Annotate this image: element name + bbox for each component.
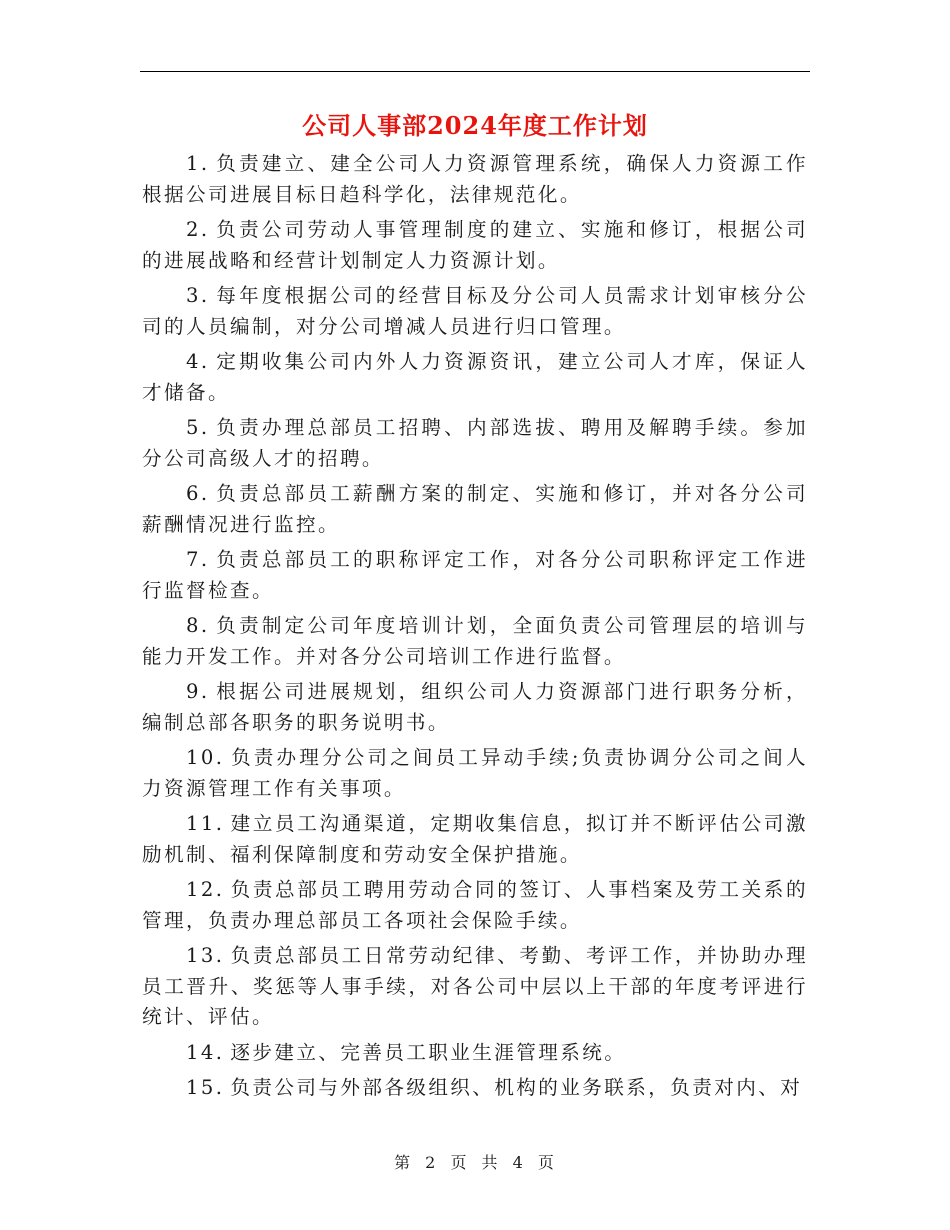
plan-item-text: 负责公司劳动人事管理制度的建立、实施和修订，根据公司的进展战略和经营计划制定人力资源计划。: [142, 218, 808, 272]
plan-item-number: 15.: [186, 1076, 225, 1099]
plan-item-number: 10.: [186, 746, 225, 769]
plan-item: [142, 809, 808, 870]
plan-item: [142, 149, 808, 210]
plan-item-number: 6.: [186, 482, 210, 505]
plan-item-text: 根据公司进展规划，组织公司人力资源部门进行职务分析，编制总部各职务的职务说明书。: [142, 680, 808, 734]
plan-item: [142, 1038, 808, 1069]
plan-item-text: 负责总部员工聘用劳动合同的签订、人事档案及劳工关系的管理，负责办理总部员工各项社会保险手续。: [142, 878, 808, 932]
plan-item-text: 建立员工沟通渠道，定期收集信息，拟订并不断评估公司激励机制、福利保障制度和劳动安全保护措施。: [142, 812, 808, 866]
plan-item-text: 负责公司与外部各级组织、机构的业务联系，负责对内、对: [230, 1076, 803, 1099]
plan-item: [142, 611, 808, 672]
plan-item-text: 负责制定公司年度培训计划，全面负责公司管理层的培训与能力开发工作。并对各分公司培训工作进行监督。: [142, 614, 808, 668]
plan-item-text: 逐步建立、完善员工职业生涯管理系统。: [230, 1040, 627, 1064]
plan-item-number: 4.: [186, 350, 210, 373]
plan-item-text: 负责总部员工薪酬方案的制定、实施和修订，并对各分公司薪酬情况进行监控。: [142, 482, 808, 536]
plan-item-number: 8.: [186, 614, 210, 637]
plan-item: [142, 413, 808, 474]
plan-item-number: 1.: [186, 152, 210, 175]
plan-item-number: 12.: [186, 878, 225, 901]
plan-item-text: 负责总部员工日常劳动纪律、考勤、考评工作，并协助办理员工晋升、奖惩等人事手续，对各公司中层以上干部的年度考评进行统计、评估。: [142, 944, 808, 1028]
plan-item: [142, 545, 808, 606]
document-title: 公司人事部2024年度工作计划: [302, 111, 648, 140]
plan-item-number: 9.: [186, 680, 210, 703]
plan-item-text: 负责建立、建全公司人力资源管理系统，确保人力资源工作根据公司进展目标日趋科学化，法律规范化。: [142, 152, 808, 206]
plan-item-text: 负责办理总部员工招聘、内部选拔、聘用及解聘手续。参加分公司高级人才的招聘。: [142, 416, 808, 470]
plan-item: [142, 1073, 808, 1104]
plan-item-number: 3.: [186, 284, 210, 307]
plan-item-text: 每年度根据公司的经营目标及分公司人员需求计划审核分公司的人员编制，对分公司增减人员进行归口管理。: [142, 284, 808, 338]
plan-item: [142, 677, 808, 738]
plan-item: [142, 281, 808, 342]
plan-item-text: 负责总部员工的职称评定工作，对各分公司职称评定工作进行监督检查。: [142, 548, 808, 602]
plan-item-number: 5.: [186, 416, 210, 439]
plan-item-number: 7.: [186, 548, 210, 571]
page-number-footer: 第 2 页 共 4 页: [394, 1153, 556, 1172]
header-rule: [140, 71, 810, 72]
plan-item-number: 11.: [186, 812, 225, 835]
plan-item-number: 13.: [186, 944, 225, 967]
plan-item: [142, 941, 808, 1033]
plan-item-text: 负责办理分公司之间员工异动手续;负责协调分公司之间人力资源管理工作有关事项。: [142, 746, 808, 800]
plan-item-text: 定期收集公司内外人力资源资讯，建立公司人才库，保证人才储备。: [142, 350, 808, 404]
plan-item: [142, 743, 808, 804]
plan-item: [142, 347, 808, 408]
work-plan-list: [142, 149, 808, 1109]
plan-item: [142, 215, 808, 276]
plan-item: [142, 479, 808, 540]
plan-item-number: 14.: [186, 1040, 225, 1064]
plan-item-number: 2.: [186, 218, 210, 241]
plan-item: [142, 875, 808, 936]
